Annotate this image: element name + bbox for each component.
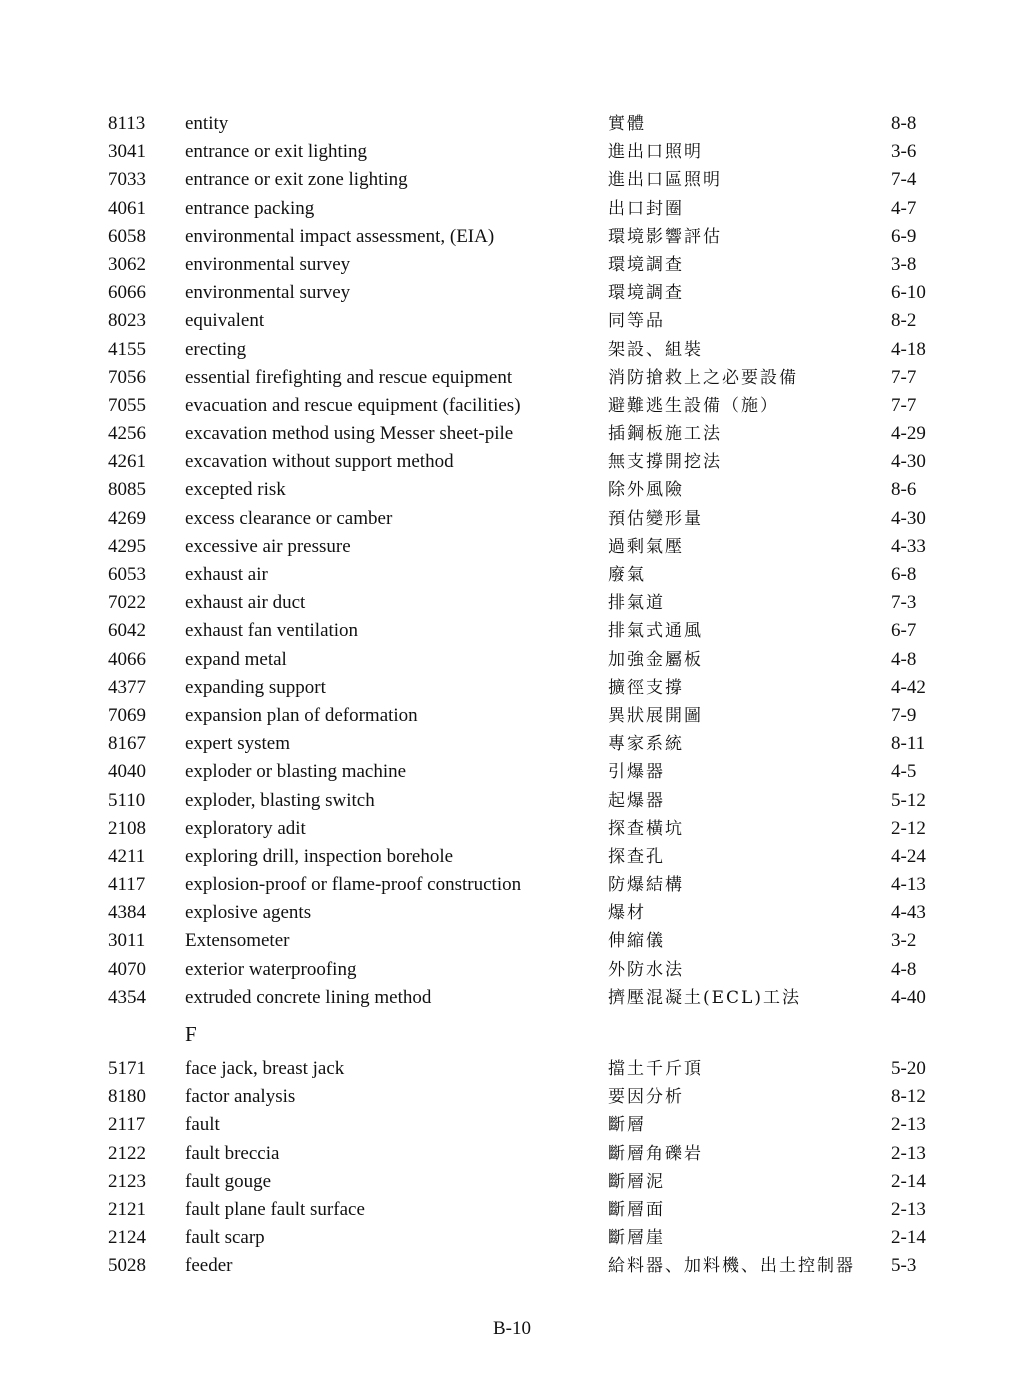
chinese-term: 插鋼板施工法 <box>608 424 722 445</box>
english-term: feeder <box>185 1255 233 1277</box>
section-reference: 3-2 <box>891 930 917 952</box>
term-code: 7069 <box>108 704 146 726</box>
section-reference: 4-30 <box>891 507 926 529</box>
term-code: 4070 <box>108 958 146 980</box>
term-code: 4211 <box>108 845 146 867</box>
chinese-term: 伸縮儀 <box>608 931 665 952</box>
term-code: 2123 <box>108 1170 146 1192</box>
chinese-term: 排氣式通風 <box>608 621 703 642</box>
chinese-term: 進出口區照明 <box>608 170 722 191</box>
english-term: expanding support <box>185 676 326 698</box>
term-code: 6042 <box>108 620 146 642</box>
glossary-row <box>0 984 1024 1012</box>
english-term: evacuation and rescue equipment (facilities) <box>185 394 521 416</box>
chinese-term: 要因分析 <box>608 1087 684 1108</box>
glossary-row <box>0 195 1024 223</box>
glossary-row <box>0 589 1024 617</box>
glossary-row <box>0 336 1024 364</box>
section-reference: 3-8 <box>891 253 917 275</box>
term-code: 4061 <box>108 197 146 219</box>
section-reference: 2-13 <box>891 1198 926 1220</box>
english-term: explosion-proof or flame-proof construction <box>185 874 522 896</box>
glossary-row <box>0 1196 1024 1224</box>
term-code: 8113 <box>108 113 146 134</box>
chinese-term: 探查橫坑 <box>608 818 684 839</box>
glossary-row <box>0 476 1024 504</box>
term-code: 8023 <box>108 310 146 332</box>
chinese-term: 擋土千斤頂 <box>608 1059 703 1079</box>
section-reference: 6-8 <box>891 564 917 585</box>
chinese-term: 除外風險 <box>608 480 684 501</box>
glossary-row <box>0 223 1024 251</box>
chinese-term: 擠壓混凝土(ECL)工法 <box>608 987 801 1008</box>
chinese-term: 環境影響評估 <box>608 226 722 247</box>
glossary-row <box>0 815 1024 843</box>
english-term: equivalent <box>185 310 265 332</box>
glossary-row <box>0 758 1024 786</box>
section-reference: 2-12 <box>891 817 926 839</box>
chinese-term: 起爆器 <box>608 790 665 811</box>
glossary-row <box>0 138 1024 166</box>
glossary-row <box>0 927 1024 955</box>
section-reference: 4-8 <box>891 648 917 670</box>
section-reference: 2-14 <box>891 1170 926 1192</box>
term-code: 6053 <box>108 564 146 585</box>
glossary-row <box>0 561 1024 589</box>
section-reference: 6-10 <box>891 282 926 304</box>
chinese-term: 同等品 <box>608 311 665 332</box>
section-reference: 8-6 <box>891 479 917 501</box>
term-code: 7056 <box>108 366 146 388</box>
glossary-row <box>0 1111 1024 1139</box>
term-code: 2124 <box>108 1227 146 1249</box>
glossary-row <box>0 871 1024 899</box>
chinese-term: 預估變形量 <box>608 508 703 529</box>
chinese-term: 環境調查 <box>608 254 684 275</box>
term-code: 5171 <box>108 1058 146 1079</box>
section-reference: 8-12 <box>891 1086 926 1108</box>
english-term: environmental survey <box>185 253 351 275</box>
term-code: 7033 <box>108 169 146 191</box>
term-code: 8085 <box>108 479 146 501</box>
term-code: 4269 <box>108 507 146 529</box>
section-reference: 4-24 <box>891 845 926 867</box>
glossary-row <box>0 956 1024 984</box>
section-reference: 4-43 <box>891 902 926 924</box>
chinese-term: 加強金屬板 <box>608 649 703 670</box>
english-term: exploder or blasting machine <box>185 761 407 783</box>
term-code: 3041 <box>108 141 146 163</box>
english-term: excavation method using Messer sheet-pile <box>185 423 514 445</box>
english-term: excessive air pressure <box>185 535 351 557</box>
english-term: Extensometer <box>185 930 290 952</box>
term-code: 5110 <box>108 789 146 811</box>
section-reference: 3-6 <box>891 141 917 163</box>
english-term: fault gouge <box>185 1170 272 1192</box>
section-reference: 5-20 <box>891 1058 926 1079</box>
english-term: exterior waterproofing <box>185 958 357 980</box>
section-reference: 4-40 <box>891 986 926 1008</box>
glossary-row <box>0 617 1024 645</box>
term-code: 7022 <box>108 592 146 614</box>
glossary-row <box>0 110 1024 138</box>
section-reference: 7-7 <box>891 366 917 388</box>
chinese-term: 無支撐開挖法 <box>608 452 722 473</box>
term-code: 5028 <box>108 1255 146 1277</box>
english-term: entrance or exit lighting <box>185 141 368 163</box>
page-number: B-10 <box>493 1318 531 1339</box>
term-code: 4066 <box>108 648 146 670</box>
english-term: environmental survey <box>185 282 351 304</box>
glossary-row <box>0 1224 1024 1252</box>
section-reference: 2-13 <box>891 1114 926 1136</box>
chinese-term: 廢氣 <box>608 565 646 585</box>
glossary-row <box>0 364 1024 392</box>
term-code: 4261 <box>108 451 146 473</box>
term-code: 6058 <box>108 225 146 247</box>
glossary-row <box>0 702 1024 730</box>
chinese-term: 斷層崖 <box>608 1228 665 1249</box>
term-code: 2108 <box>108 817 146 839</box>
section-reference: 8-2 <box>891 310 917 332</box>
chinese-term: 外防水法 <box>608 959 684 980</box>
chinese-term: 斷層泥 <box>608 1171 665 1192</box>
chinese-term: 擴徑支撐 <box>608 677 684 698</box>
term-code: 3011 <box>108 930 146 952</box>
chinese-term: 斷層面 <box>608 1199 665 1220</box>
section-letter-heading: F <box>185 1022 197 1046</box>
english-term: face jack, breast jack <box>185 1058 345 1079</box>
chinese-term: 專家系統 <box>608 734 684 755</box>
english-term: fault breccia <box>185 1142 280 1164</box>
term-code: 4295 <box>108 535 146 557</box>
english-term: fault <box>185 1114 220 1136</box>
section-reference: 6-7 <box>891 620 917 642</box>
term-code: 2121 <box>108 1198 146 1220</box>
glossary-row <box>0 505 1024 533</box>
term-code: 6066 <box>108 282 146 304</box>
term-code: 4155 <box>108 338 146 360</box>
section-reference: 4-29 <box>891 423 926 445</box>
section-reference: 8-8 <box>891 113 917 134</box>
chinese-term: 排氣道 <box>608 593 665 614</box>
glossary-row <box>0 1168 1024 1196</box>
chinese-term: 出口封圈 <box>608 198 684 219</box>
english-term: excavation without support method <box>185 451 454 473</box>
section-reference: 4-33 <box>891 535 926 557</box>
section-reference: 2-14 <box>891 1227 926 1249</box>
chinese-term: 進出口照明 <box>608 142 703 163</box>
chinese-term: 異狀展開圖 <box>608 705 703 726</box>
english-term: exhaust air duct <box>185 592 306 614</box>
term-code: 4384 <box>108 902 146 924</box>
section-reference: 4-30 <box>891 451 926 473</box>
chinese-term: 環境調查 <box>608 283 684 304</box>
english-term: excepted risk <box>185 479 286 501</box>
section-reference: 4-42 <box>891 676 926 698</box>
english-term: entrance packing <box>185 197 315 219</box>
english-term: erecting <box>185 338 247 360</box>
glossary-entries-e <box>0 110 1024 1012</box>
glossary-row <box>0 1055 1024 1083</box>
section-reference: 7-3 <box>891 592 917 614</box>
glossary-row <box>0 307 1024 335</box>
term-code: 4377 <box>108 676 146 698</box>
glossary-row <box>0 448 1024 476</box>
section-reference: 4-13 <box>891 874 926 896</box>
glossary-row <box>0 1252 1024 1280</box>
english-term: exhaust fan ventilation <box>185 620 359 642</box>
chinese-term: 斷層 <box>608 1115 646 1136</box>
chinese-term: 消防搶救上之必要設備 <box>608 367 798 388</box>
glossary-row <box>0 166 1024 194</box>
glossary-row <box>0 533 1024 561</box>
chinese-term: 防爆結構 <box>608 875 684 896</box>
section-reference: 8-11 <box>891 733 926 755</box>
english-term: excess clearance or camber <box>185 507 393 529</box>
english-term: exploring drill, inspection borehole <box>185 845 454 867</box>
chinese-term: 實體 <box>608 114 646 134</box>
english-term: expand metal <box>185 648 287 670</box>
glossary-row <box>0 392 1024 420</box>
term-code: 7055 <box>108 394 146 416</box>
glossary-row <box>0 646 1024 674</box>
section-reference: 4-8 <box>891 958 917 980</box>
section-reference: 7-7 <box>891 394 917 416</box>
glossary-row <box>0 1083 1024 1111</box>
chinese-term: 探查孔 <box>608 846 665 867</box>
english-term: entrance or exit zone lighting <box>185 169 408 191</box>
glossary-row <box>0 674 1024 702</box>
english-term: explosive agents <box>185 902 312 924</box>
chinese-term: 斷層角礫岩 <box>608 1143 703 1164</box>
english-term: exhaust air <box>185 564 268 585</box>
english-term: expert system <box>185 733 291 755</box>
term-code: 2122 <box>108 1142 146 1164</box>
section-reference: 4-18 <box>891 338 926 360</box>
english-term: exploder, blasting switch <box>185 789 375 811</box>
chinese-term: 架設、組裝 <box>608 339 703 360</box>
section-reference: 7-9 <box>891 704 917 726</box>
glossary-entries-f <box>0 1055 1024 1281</box>
glossary-row <box>0 1140 1024 1168</box>
english-term: fault scarp <box>185 1227 265 1249</box>
glossary-row <box>0 420 1024 448</box>
term-code: 8180 <box>108 1086 146 1108</box>
english-term: essential firefighting and rescue equipment <box>185 366 513 388</box>
english-term: factor analysis <box>185 1086 296 1108</box>
glossary-row <box>0 843 1024 871</box>
english-term: environmental impact assessment, (EIA) <box>185 225 495 247</box>
glossary-row <box>0 279 1024 307</box>
term-code: 3062 <box>108 253 146 275</box>
term-code: 4354 <box>108 986 146 1008</box>
glossary-row <box>0 899 1024 927</box>
section-reference: 7-4 <box>891 169 917 191</box>
glossary-row <box>0 730 1024 758</box>
english-term: expansion plan of deformation <box>185 704 418 726</box>
glossary-row <box>0 787 1024 815</box>
term-code: 2117 <box>108 1114 146 1136</box>
chinese-term: 引爆器 <box>608 762 665 783</box>
english-term: entity <box>185 113 229 134</box>
chinese-term: 避難逃生設備（施） <box>608 395 779 416</box>
chinese-term: 爆材 <box>608 903 646 924</box>
section-reference: 5-3 <box>891 1255 917 1277</box>
section-reference: 4-7 <box>891 197 917 219</box>
term-code: 4040 <box>108 761 146 783</box>
term-code: 4117 <box>108 874 146 896</box>
english-term: extruded concrete lining method <box>185 986 432 1008</box>
section-reference: 6-9 <box>891 225 917 247</box>
section-reference: 4-5 <box>891 761 917 783</box>
glossary-row <box>0 251 1024 279</box>
english-term: fault plane fault surface <box>185 1198 365 1220</box>
english-term: exploratory adit <box>185 817 306 839</box>
section-reference: 2-13 <box>891 1142 926 1164</box>
chinese-term: 過剩氣壓 <box>608 536 684 557</box>
term-code: 8167 <box>108 733 146 755</box>
chinese-term: 給料器、加料機、出土控制器 <box>608 1256 855 1277</box>
section-reference: 5-12 <box>891 789 926 811</box>
term-code: 4256 <box>108 423 146 445</box>
